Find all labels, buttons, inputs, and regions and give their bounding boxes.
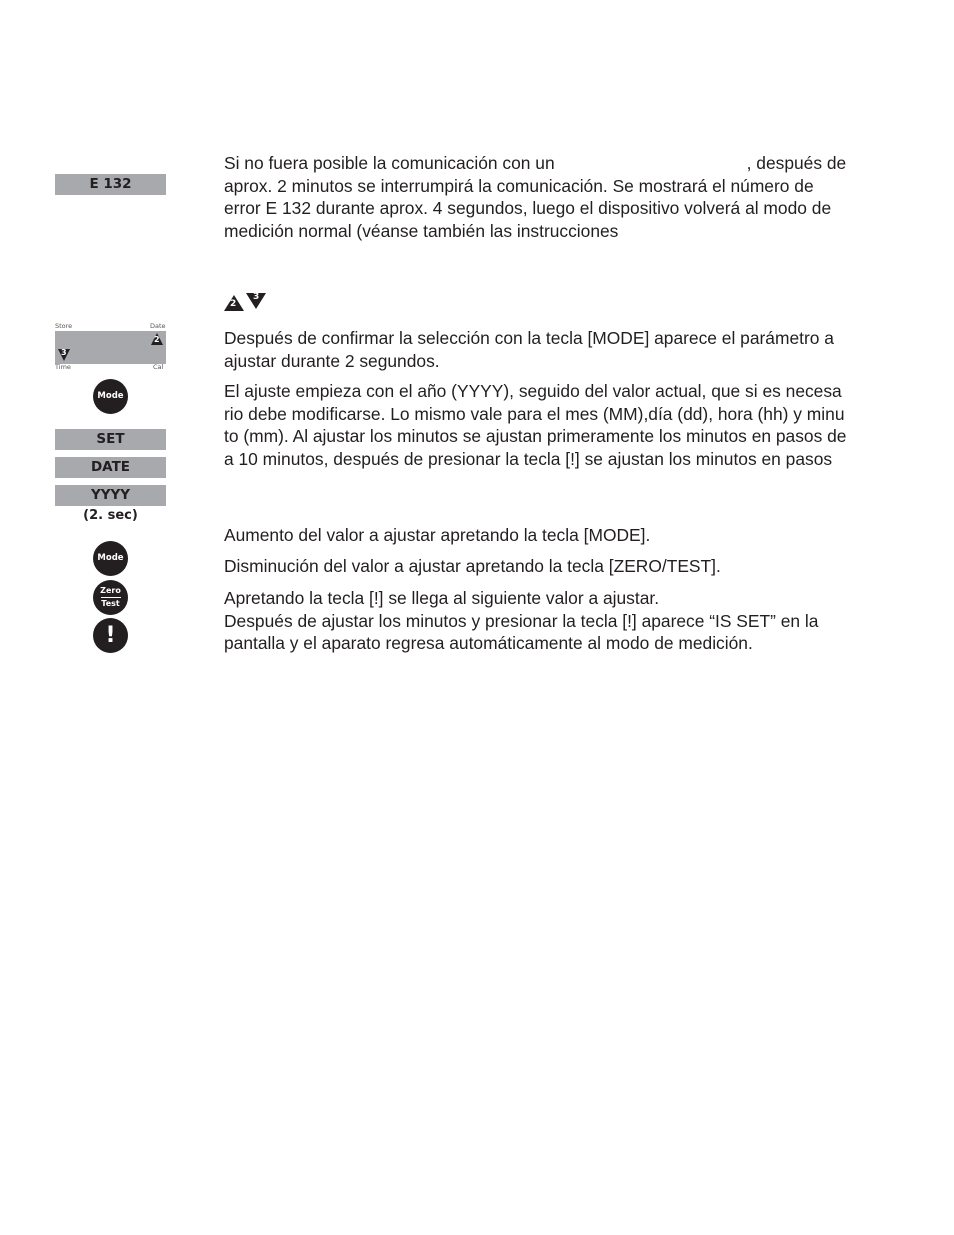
section-heading-icons: [224, 292, 268, 312]
date-marker-number: 2: [154, 335, 160, 344]
paragraph-increase: [224, 524, 904, 547]
lcd-display: [55, 331, 166, 364]
heading-number-3: 3: [253, 292, 260, 302]
para6-line2: Después de ajustar los minutos y presionar la tecla [!] aparece “IS SET” en la: [224, 610, 819, 631]
para3-line3: to (mm). Al ajustar los minutos se ajustan primeramente los minutos en pasos de: [224, 426, 847, 447]
para6-line1: Apretando la tecla [!] se llega al siguiente valor a ajustar.: [224, 588, 660, 608]
paragraph-confirm: [224, 327, 904, 372]
lcd-time-label: Time: [55, 363, 71, 371]
mode-button-increase[interactable]: Mode: [93, 541, 128, 576]
para1-line4: medición normal (véanse también las instrucciones: [224, 220, 619, 241]
para1-line1-end: , después de: [746, 153, 847, 173]
zero-test-button[interactable]: [93, 580, 128, 615]
para3-line2: rio debe modificarse. Lo mismo vale para el mes (MM),día (dd), hora (hh) y minu: [224, 403, 845, 424]
time-marker-number: 3: [61, 348, 67, 357]
paragraph-communication: [224, 152, 904, 242]
year-duration-label: (2. sec): [83, 508, 138, 523]
date-display: DATE: [55, 457, 166, 478]
para1-line1-start: Si no fuera posible la comunicación con un: [224, 153, 555, 173]
heading-number-2: 2: [230, 299, 237, 309]
para1-line2: aprox. 2 minutos se interrumpirá la comunicación. Se mostrará el número de: [224, 175, 814, 196]
para2-line2: ajustar durante 2 segundos.: [224, 350, 440, 371]
error-code-display: E 132: [55, 174, 166, 195]
lcd-store-label: Store: [55, 322, 73, 330]
para4-text: Aumento del valor a ajustar apretando la tecla [MODE].: [224, 525, 651, 545]
lcd-date-label: Date: [150, 322, 166, 330]
year-display: YYYY: [55, 485, 166, 506]
mode-button[interactable]: Mode: [93, 379, 128, 414]
para2-line1: Después de confirmar la selección con la tecla [MODE] aparece el parámetro a: [224, 328, 834, 348]
paragraph-next-value: [224, 587, 904, 655]
exclamation-button[interactable]: !: [93, 618, 128, 653]
set-display: SET: [55, 429, 166, 450]
test-label: Test: [101, 599, 120, 608]
para5-text: Disminución del valor a ajustar apretando la tecla [ZERO/TEST].: [224, 556, 721, 576]
paragraph-setting: [224, 380, 904, 470]
para3-line4: a 10 minutos, después de presionar la tecla [!] se ajustan los minutos en pasos: [224, 448, 833, 469]
para6-line3: pantalla y el aparato regresa automáticamente al modo de medición.: [224, 633, 753, 654]
para3-line1: El ajuste empieza con el año (YYYY), seguido del valor actual, que si es necesa: [224, 381, 842, 401]
lcd-cal-label: Cal: [153, 363, 164, 371]
zero-label: Zero: [100, 586, 121, 595]
para1-line3: error E 132 durante aprox. 4 segundos, luego el dispositivo volverá al modo de: [224, 198, 832, 219]
paragraph-decrease: [224, 555, 904, 578]
